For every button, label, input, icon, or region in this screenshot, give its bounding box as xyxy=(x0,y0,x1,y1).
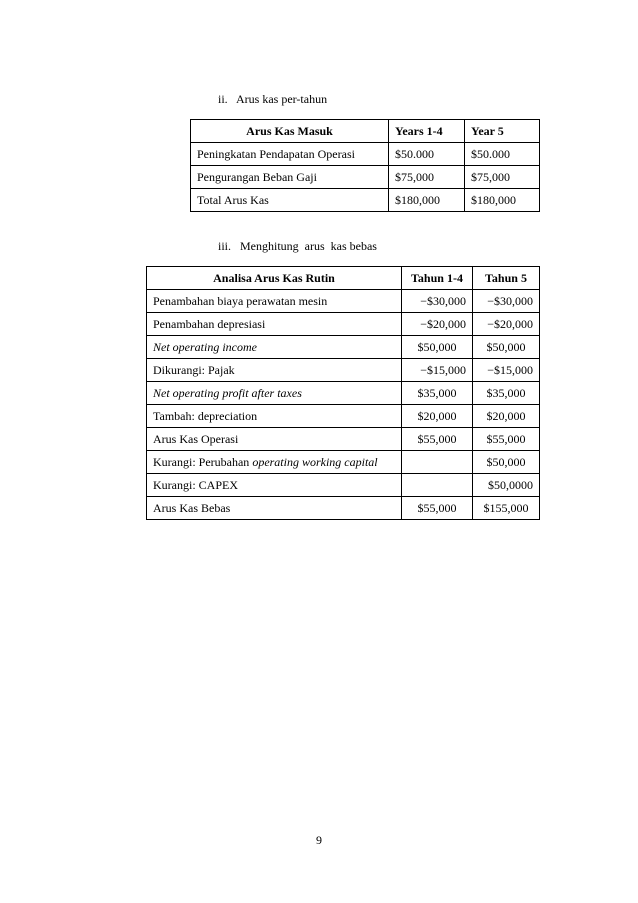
cell-value: $155,000 xyxy=(473,497,540,520)
row-label xyxy=(147,451,402,474)
free-cash-flow-table xyxy=(146,266,540,520)
row-label: Kurangi: CAPEX xyxy=(147,474,402,497)
row-label-prefix: Kurangi: Perubahan xyxy=(153,454,253,469)
row-label: Tambah: depreciation xyxy=(147,405,402,428)
row-label: Peningkatan Pendapatan Operasi xyxy=(191,143,389,166)
table-row xyxy=(147,451,540,474)
table-header-row xyxy=(191,120,540,143)
section-iii-heading: iii. Menghitung arus kas bebas xyxy=(218,239,377,253)
column-header: Years 1-4 xyxy=(389,120,465,143)
cell-value: −$15,000 xyxy=(473,359,540,382)
table-row xyxy=(191,143,540,166)
cell-value: −$20,000 xyxy=(473,313,540,336)
cell-value: −$20,000 xyxy=(402,313,473,336)
row-label: Total Arus Kas xyxy=(191,189,389,212)
table-row xyxy=(147,497,540,520)
cell-value: $75,000 xyxy=(389,166,465,189)
table-row xyxy=(147,336,540,359)
cell-value: −$30,000 xyxy=(473,290,540,313)
table-row xyxy=(147,359,540,382)
column-header: Year 5 xyxy=(465,120,540,143)
cell-value: $35,000 xyxy=(402,382,473,405)
cell-value: $50,000 xyxy=(473,451,540,474)
column-header: Tahun 5 xyxy=(473,267,540,290)
cell-value: $75,000 xyxy=(465,166,540,189)
row-label: Arus Kas Bebas xyxy=(147,497,402,520)
table-row xyxy=(147,428,540,451)
cell-value: $55,000 xyxy=(473,428,540,451)
row-label: Net operating profit after taxes xyxy=(147,382,402,405)
section-ii-heading: ii. Arus kas per-tahun xyxy=(218,92,328,106)
cell-value: $50.000 xyxy=(465,143,540,166)
row-label: Penambahan depresiasi xyxy=(147,313,402,336)
row-label: Net operating income xyxy=(147,336,402,359)
cell-value: $20,000 xyxy=(473,405,540,428)
row-label: Dikurangi: Pajak xyxy=(147,359,402,382)
table-row xyxy=(147,313,540,336)
cell-value: $50,000 xyxy=(473,336,540,359)
column-header: Arus Kas Masuk xyxy=(191,120,389,143)
table-row xyxy=(147,474,540,497)
cell-value: $50,000 xyxy=(402,336,473,359)
cell-value xyxy=(402,451,473,474)
cell-value: $55,000 xyxy=(402,428,473,451)
row-label-italic: operating working capital xyxy=(252,454,378,469)
table-row xyxy=(147,382,540,405)
cell-value: $180,000 xyxy=(389,189,465,212)
cell-value: $35,000 xyxy=(473,382,540,405)
cell-value: $50,0000 xyxy=(473,474,540,497)
column-header: Analisa Arus Kas Rutin xyxy=(147,267,402,290)
table-row xyxy=(191,189,540,212)
cell-value xyxy=(402,474,473,497)
cell-value: −$15,000 xyxy=(402,359,473,382)
cash-inflow-table xyxy=(190,119,540,212)
cell-value: $55,000 xyxy=(402,497,473,520)
page-number: 9 xyxy=(316,833,322,847)
row-label: Arus Kas Operasi xyxy=(147,428,402,451)
cell-value: −$30,000 xyxy=(402,290,473,313)
row-label: Pengurangan Beban Gaji xyxy=(191,166,389,189)
cell-value: $20,000 xyxy=(402,405,473,428)
table-row xyxy=(191,166,540,189)
table-header-row xyxy=(147,267,540,290)
table-row xyxy=(147,405,540,428)
column-header: Tahun 1-4 xyxy=(402,267,473,290)
cell-value: $180,000 xyxy=(465,189,540,212)
cell-value: $50.000 xyxy=(389,143,465,166)
row-label: Penambahan biaya perawatan mesin xyxy=(147,290,402,313)
table-row xyxy=(147,290,540,313)
